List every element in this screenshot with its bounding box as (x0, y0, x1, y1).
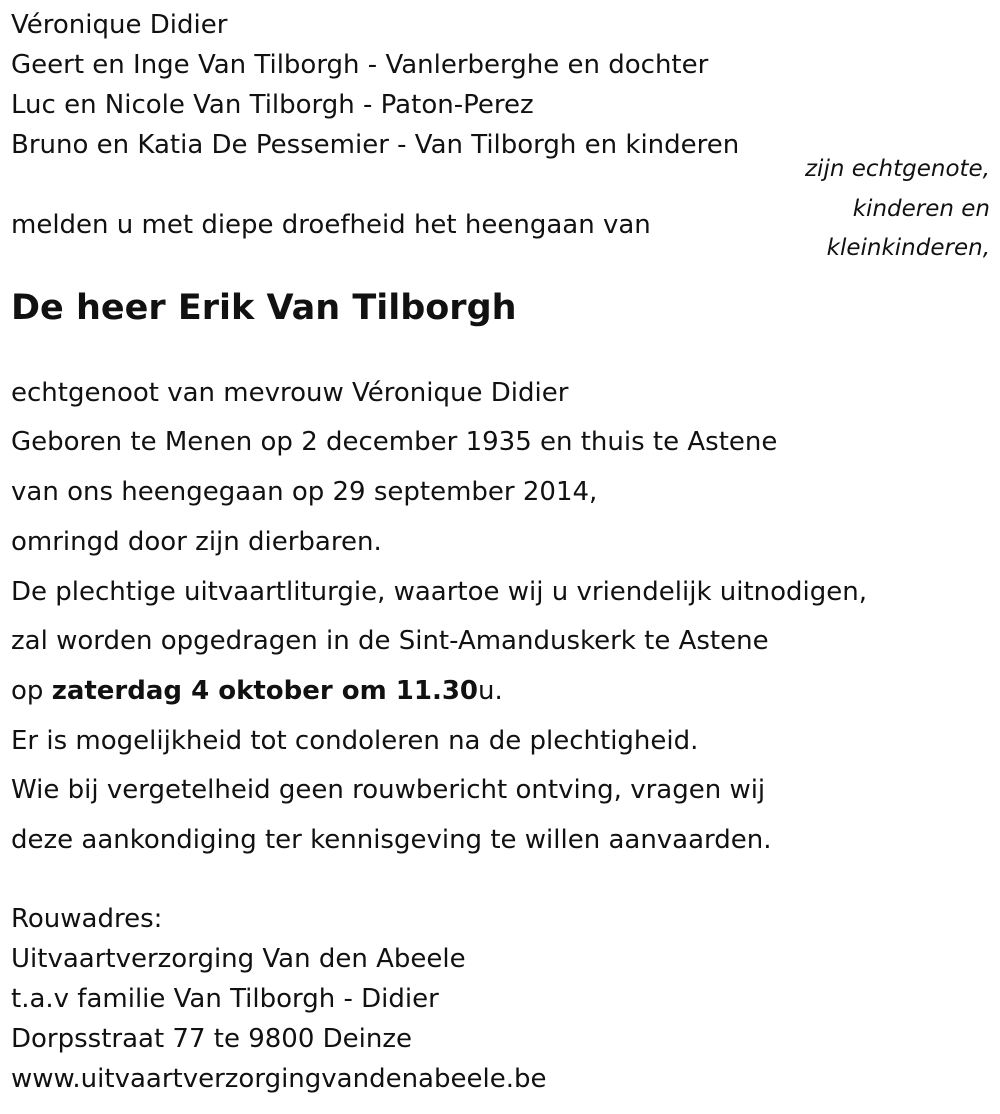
funeral-date-time: zaterdag 4 oktober om 11.30 (51, 676, 479, 706)
funeral-suffix: u. (478, 676, 503, 706)
address-line-3: Dorpsstraat 77 te 9800 Deinze (11, 1024, 413, 1054)
body-line-1: echtgenoot van mevrouw Véronique Didier (11, 378, 569, 408)
body-line-6: zal worden opgedragen in de Sint-Amanduskerk te Astene (11, 626, 769, 656)
family-line-4: Bruno en Katia De Pessemier - Van Tilborgh en kinderen (11, 130, 740, 160)
funeral-date-line (11, 675, 503, 707)
deceased-name: De heer Erik Van Tilborgh (11, 288, 517, 328)
address-website: www.uitvaartverzorgingvandenabeele.be (11, 1064, 547, 1094)
side-note-line-3: kleinkinderen, (826, 235, 990, 261)
family-line-3: Luc en Nicole Van Tilborgh - Paton-Perez (11, 90, 534, 120)
announcement: melden u met diepe droefheid het heengaan van (11, 210, 651, 240)
address-line-2: t.a.v familie Van Tilborgh - Didier (11, 984, 439, 1014)
closing-line-2: Wie bij vergetelheid geen rouwbericht ontving, vragen wij (11, 775, 766, 805)
address-line-1: Uitvaartverzorging Van den Abeele (11, 944, 466, 974)
body-line-3: van ons heengegaan op 29 september 2014, (11, 477, 598, 507)
closing-line-3: deze aankondiging ter kennisgeving te willen aanvaarden. (11, 825, 772, 855)
body-line-4: omringd door zijn dierbaren. (11, 527, 382, 557)
funeral-prefix: op (11, 676, 52, 706)
side-note-line-2: kinderen en (852, 196, 990, 222)
family-line-2: Geert en Inge Van Tilborgh - Vanlerberghe en dochter (11, 50, 709, 80)
family-line-1: Véronique Didier (11, 10, 228, 40)
body-line-2: Geboren te Menen op 2 december 1935 en thuis te Astene (11, 427, 778, 457)
closing-line-1: Er is mogelijkheid tot condoleren na de plechtigheid. (11, 726, 699, 756)
body-line-5: De plechtige uitvaartliturgie, waartoe wij u vriendelijk uitnodigen, (11, 577, 868, 607)
side-note-line-1: zijn echtgenote, (804, 156, 990, 182)
address-label: Rouwadres: (11, 904, 163, 934)
